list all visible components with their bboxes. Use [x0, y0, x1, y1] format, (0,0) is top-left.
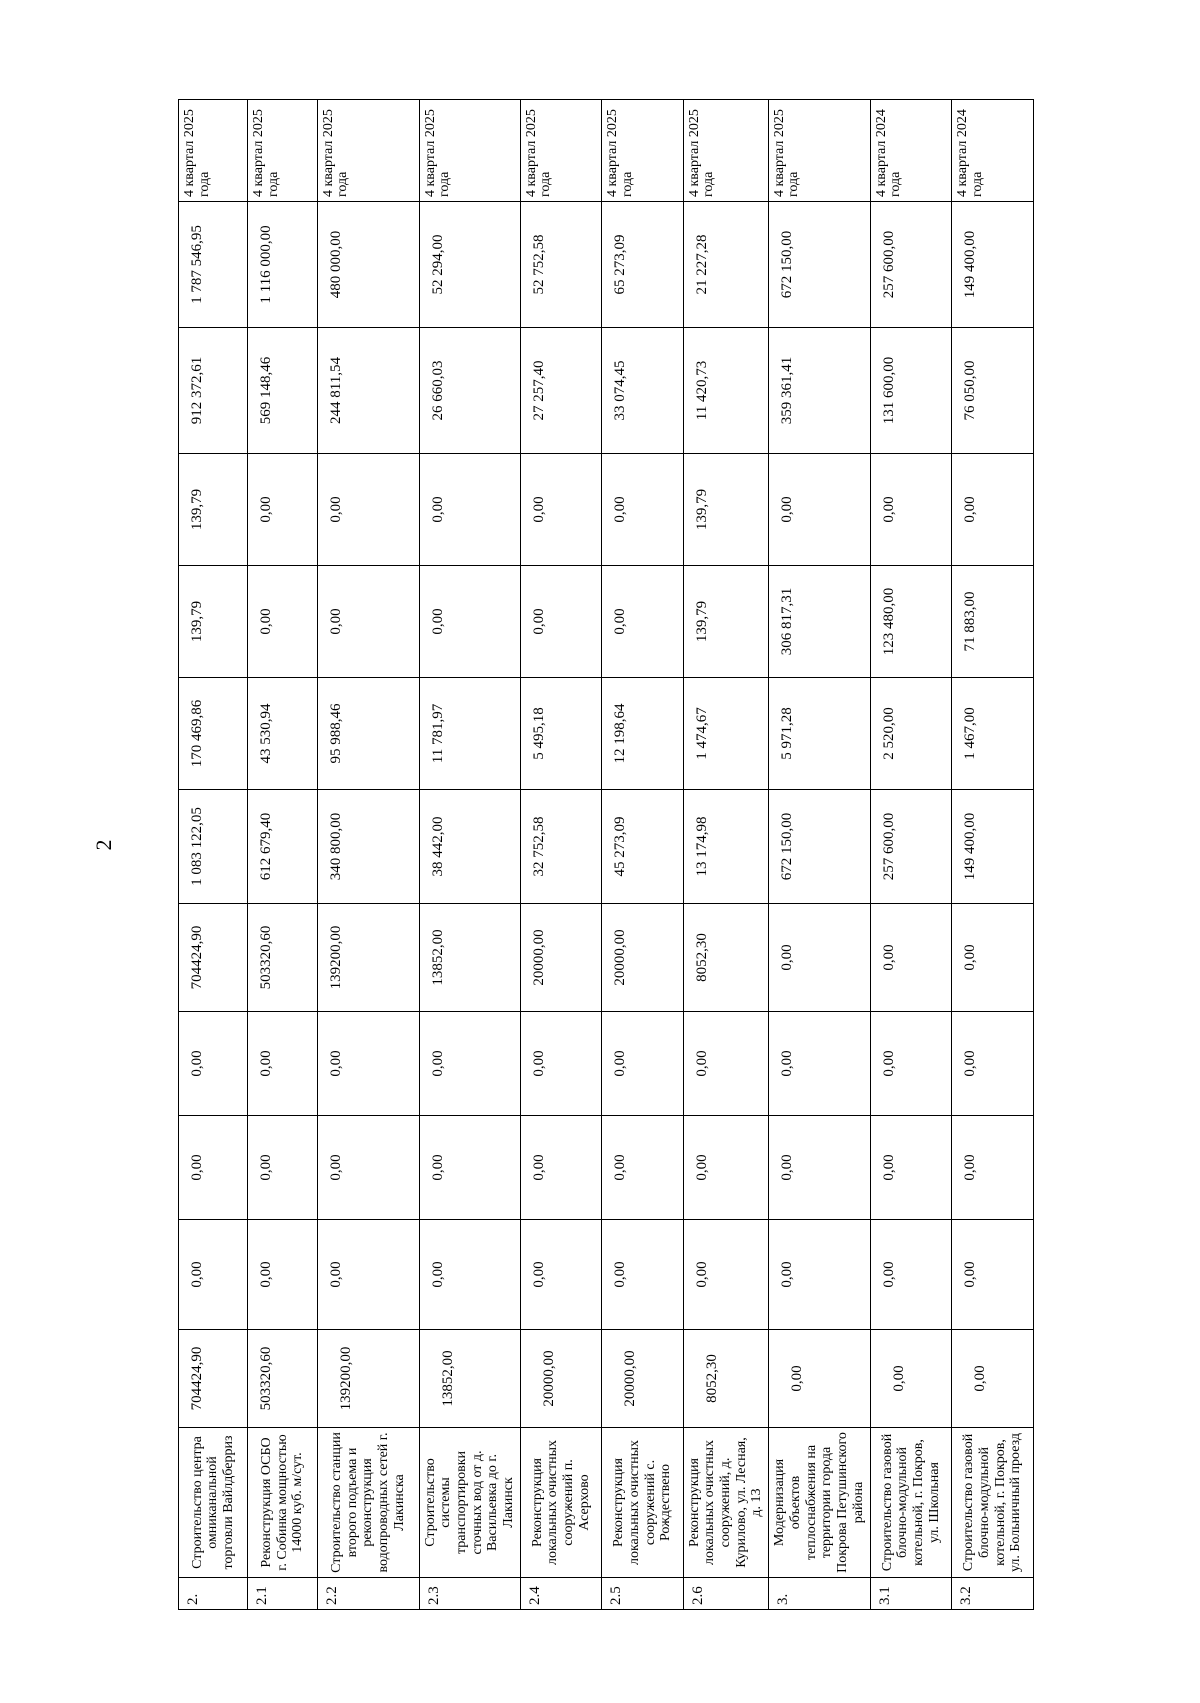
value-cell: 0,00	[768, 1116, 870, 1220]
value-cell: 5 495,18	[520, 678, 602, 790]
completion-period: 4 квартал 2025 года	[683, 100, 768, 202]
object-name: Строительство станции второго подъема и реконструкция водопроводных сетей г. Лакинска	[317, 1428, 419, 1578]
value-cell: 0,00	[602, 1116, 684, 1220]
row-number: 2.	[179, 1578, 248, 1610]
object-name: Реконструкция ОСБО г. Собинка мощностью 14000 куб. м/сут.	[248, 1428, 317, 1578]
completion-period: 4 квартал 2024 года	[870, 100, 952, 202]
value-cell: 0,00	[179, 1012, 248, 1116]
value-cell: 0,00	[602, 1220, 684, 1330]
value-cell: 71 883,00	[952, 566, 1034, 678]
value-cell: 65 273,09	[602, 202, 684, 328]
value-cell: 569 148,46	[248, 328, 317, 454]
value-cell: 20000,00	[602, 1330, 684, 1428]
value-cell: 0,00	[870, 1116, 952, 1220]
value-cell: 340 800,00	[317, 790, 419, 904]
object-name: Реконструкция локальных очистных сооружений п. Асерхово	[520, 1428, 602, 1578]
value-cell: 0,00	[317, 454, 419, 566]
completion-period: 4 квартал 2025 года	[419, 100, 520, 202]
object-name: Строительство газовой блочно-модульной котельной, г. Покров, ул. Школьная	[870, 1428, 952, 1578]
value-cell: 149 400,00	[952, 790, 1034, 904]
value-cell: 0,00	[870, 1220, 952, 1330]
table-row	[248, 100, 317, 1610]
value-cell: 76 050,00	[952, 328, 1034, 454]
object-name: Реконструкция локальных очистных сооружений с. Рождествено	[602, 1428, 684, 1578]
table-row	[683, 100, 768, 1610]
row-number: 2.2	[317, 1578, 419, 1610]
row-number: 2.5	[602, 1578, 684, 1610]
value-cell: 0,00	[602, 1012, 684, 1116]
row-number: 2.4	[520, 1578, 602, 1610]
value-cell: 503320,60	[248, 1330, 317, 1428]
value-cell: 1 787 546,95	[179, 202, 248, 328]
value-cell: 704424,90	[179, 904, 248, 1012]
row-number: 2.3	[419, 1578, 520, 1610]
value-cell: 21 227,28	[683, 202, 768, 328]
value-cell: 11 781,97	[419, 678, 520, 790]
value-cell: 0,00	[317, 1012, 419, 1116]
program-table	[178, 99, 1034, 1610]
table-row	[520, 100, 602, 1610]
value-cell: 139,79	[683, 454, 768, 566]
value-cell: 0,00	[248, 566, 317, 678]
value-cell: 13852,00	[419, 1330, 520, 1428]
row-number: 2.6	[683, 1578, 768, 1610]
value-cell: 0,00	[952, 1012, 1034, 1116]
value-cell: 306 817,31	[768, 566, 870, 678]
value-cell: 0,00	[419, 1220, 520, 1330]
value-cell: 0,00	[768, 1012, 870, 1116]
value-cell: 0,00	[419, 1116, 520, 1220]
completion-period: 4 квартал 2025 года	[179, 100, 248, 202]
value-cell: 0,00	[952, 1330, 1034, 1428]
row-number: 3.1	[870, 1578, 952, 1610]
value-cell: 33 074,45	[602, 328, 684, 454]
value-cell: 13 174,98	[683, 790, 768, 904]
value-cell: 0,00	[419, 454, 520, 566]
value-cell: 8052,30	[683, 1330, 768, 1428]
value-cell: 123 480,00	[870, 566, 952, 678]
value-cell: 0,00	[768, 1220, 870, 1330]
value-cell: 139200,00	[317, 1330, 419, 1428]
completion-period: 4 квартал 2025 года	[248, 100, 317, 202]
value-cell: 131 600,00	[870, 328, 952, 454]
value-cell: 38 442,00	[419, 790, 520, 904]
value-cell: 0,00	[683, 1012, 768, 1116]
value-cell: 32 752,58	[520, 790, 602, 904]
object-name: Модернизация объектов теплоснабжения на территории города Покрова Петушинского района	[768, 1428, 870, 1578]
value-cell: 0,00	[768, 904, 870, 1012]
value-cell: 0,00	[870, 454, 952, 566]
completion-period: 4 квартал 2025 года	[520, 100, 602, 202]
value-cell: 0,00	[520, 566, 602, 678]
value-cell: 672 150,00	[768, 202, 870, 328]
page-number: 2	[91, 839, 116, 851]
table-row	[419, 100, 520, 1610]
value-cell: 0,00	[179, 1116, 248, 1220]
value-cell: 0,00	[768, 454, 870, 566]
value-cell: 27 257,40	[520, 328, 602, 454]
value-cell: 1 116 000,00	[248, 202, 317, 328]
value-cell: 0,00	[520, 454, 602, 566]
value-cell: 0,00	[952, 904, 1034, 1012]
value-cell: 0,00	[248, 1116, 317, 1220]
value-cell: 20000,00	[520, 904, 602, 1012]
value-cell: 0,00	[870, 904, 952, 1012]
value-cell: 0,00	[419, 1012, 520, 1116]
table-row	[602, 100, 684, 1610]
value-cell: 149 400,00	[952, 202, 1034, 328]
value-cell: 139,79	[179, 454, 248, 566]
value-cell: 1 474,67	[683, 678, 768, 790]
value-cell: 12 198,64	[602, 678, 684, 790]
value-cell: 480 000,00	[317, 202, 419, 328]
value-cell: 26 660,03	[419, 328, 520, 454]
value-cell: 0,00	[870, 1330, 952, 1428]
value-cell: 0,00	[520, 1116, 602, 1220]
object-name: Строительство газовой блочно-модульной котельной, г. Покров, ул. Больничный проезд	[952, 1428, 1034, 1578]
value-cell: 0,00	[952, 1116, 1034, 1220]
object-name: Реконструкция локальных очистных сооружений, д. Курилово, ул. Лесная, д. 13	[683, 1428, 768, 1578]
value-cell: 0,00	[317, 566, 419, 678]
value-cell: 0,00	[179, 1220, 248, 1330]
value-cell: 0,00	[952, 454, 1034, 566]
row-number: 2.1	[248, 1578, 317, 1610]
value-cell: 503320,60	[248, 904, 317, 1012]
value-cell: 8052,30	[683, 904, 768, 1012]
value-cell: 0,00	[248, 1012, 317, 1116]
value-cell: 0,00	[317, 1116, 419, 1220]
table-row	[179, 100, 248, 1610]
value-cell: 0,00	[768, 1330, 870, 1428]
value-cell: 170 469,86	[179, 678, 248, 790]
value-cell: 359 361,41	[768, 328, 870, 454]
value-cell: 0,00	[952, 1220, 1034, 1330]
completion-period: 4 квартал 2025 года	[602, 100, 684, 202]
value-cell: 20000,00	[520, 1330, 602, 1428]
rotated-table-frame	[178, 100, 1034, 1610]
completion-period: 4 квартал 2024 года	[952, 100, 1034, 202]
value-cell: 0,00	[520, 1220, 602, 1330]
value-cell: 612 679,40	[248, 790, 317, 904]
value-cell: 672 150,00	[768, 790, 870, 904]
value-cell: 0,00	[683, 1220, 768, 1330]
object-name: Строительство центра омниканальной торговли Вайлдберриз	[179, 1428, 248, 1578]
completion-period: 4 квартал 2025 года	[317, 100, 419, 202]
value-cell: 244 811,54	[317, 328, 419, 454]
value-cell: 139,79	[179, 566, 248, 678]
value-cell: 45 273,09	[602, 790, 684, 904]
table-row	[768, 100, 870, 1610]
table-row	[952, 100, 1034, 1610]
value-cell: 52 752,58	[520, 202, 602, 328]
value-cell: 13852,00	[419, 904, 520, 1012]
value-cell: 257 600,00	[870, 202, 952, 328]
value-cell: 0,00	[248, 1220, 317, 1330]
value-cell: 704424,90	[179, 1330, 248, 1428]
value-cell: 11 420,73	[683, 328, 768, 454]
completion-period: 4 квартал 2025 года	[768, 100, 870, 202]
value-cell: 0,00	[602, 566, 684, 678]
value-cell: 257 600,00	[870, 790, 952, 904]
value-cell: 43 530,94	[248, 678, 317, 790]
value-cell: 5 971,28	[768, 678, 870, 790]
value-cell: 95 988,46	[317, 678, 419, 790]
value-cell: 1 083 122,05	[179, 790, 248, 904]
value-cell: 0,00	[248, 454, 317, 566]
value-cell: 1 467,00	[952, 678, 1034, 790]
value-cell: 0,00	[317, 1220, 419, 1330]
row-number: 3.	[768, 1578, 870, 1610]
value-cell: 20000,00	[602, 904, 684, 1012]
value-cell: 0,00	[683, 1116, 768, 1220]
value-cell: 912 372,61	[179, 328, 248, 454]
value-cell: 0,00	[870, 1012, 952, 1116]
table-row	[317, 100, 419, 1610]
value-cell: 0,00	[602, 454, 684, 566]
value-cell: 139200,00	[317, 904, 419, 1012]
object-name: Строительство системы транспортировки сточных вод от д. Васильевка до г. Лакинск	[419, 1428, 520, 1578]
value-cell: 139,79	[683, 566, 768, 678]
row-number: 3.2	[952, 1578, 1034, 1610]
value-cell: 0,00	[419, 566, 520, 678]
value-cell: 52 294,00	[419, 202, 520, 328]
table-row	[870, 100, 952, 1610]
value-cell: 2 520,00	[870, 678, 952, 790]
value-cell: 0,00	[520, 1012, 602, 1116]
